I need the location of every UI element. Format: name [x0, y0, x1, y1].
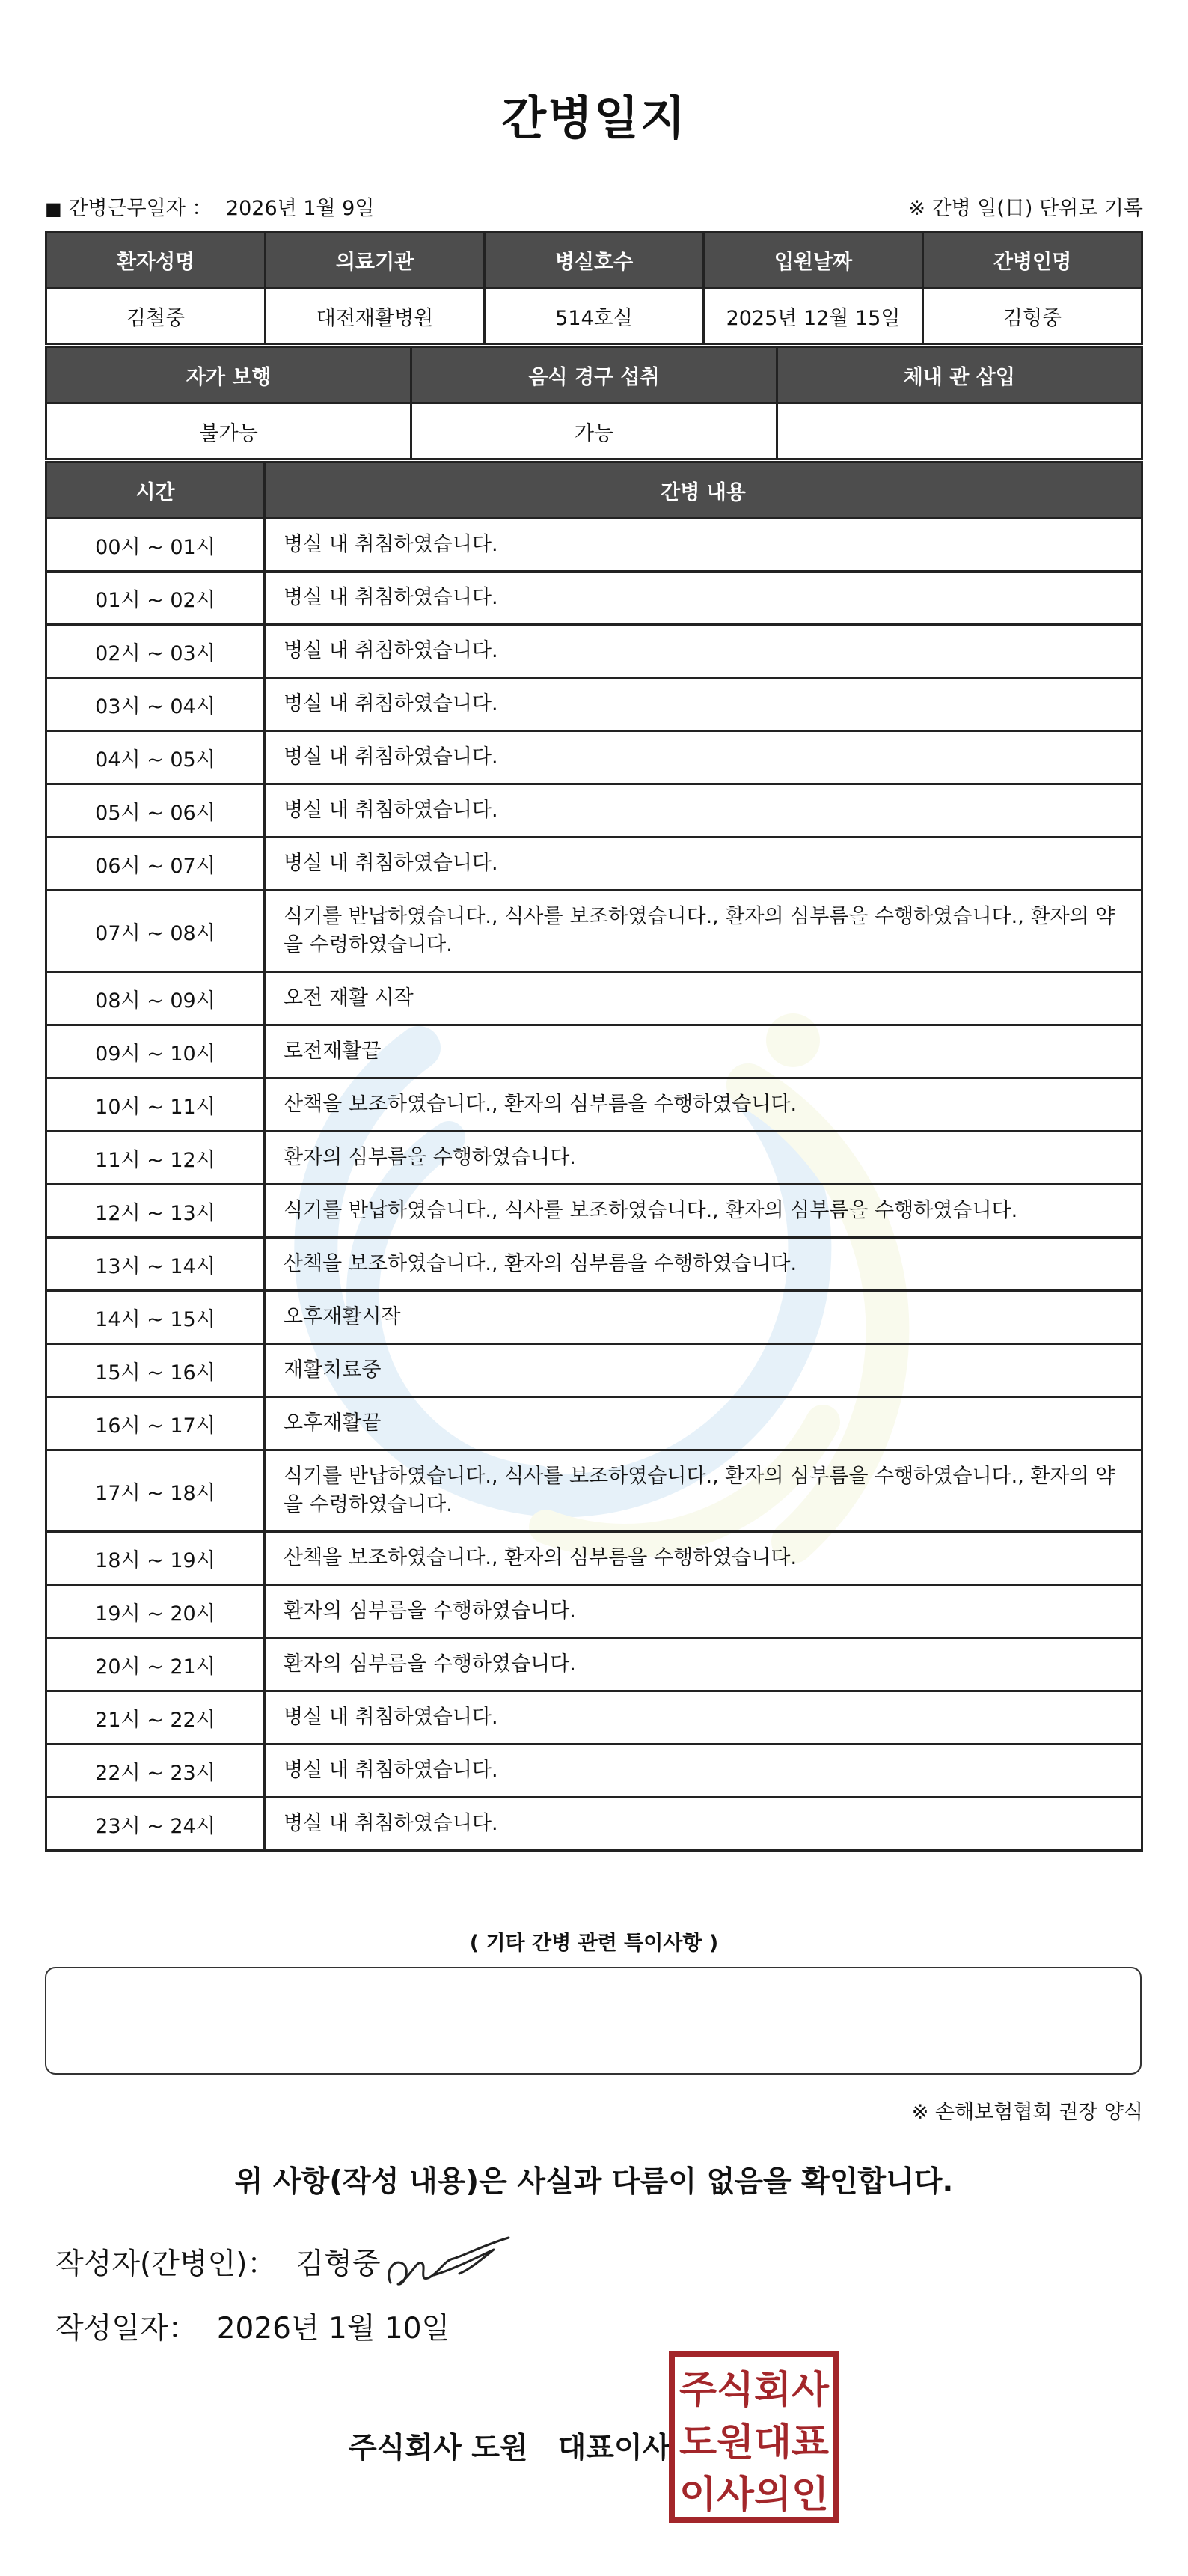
table-row	[46, 1238, 1142, 1291]
table-row	[46, 1638, 1142, 1691]
care-content: 병실 내 취침하였습니다.	[265, 678, 1142, 731]
time-slot: 14시 ~ 15시	[46, 1291, 265, 1344]
written-date-line	[55, 2305, 450, 2347]
time-slot: 04시 ~ 05시	[46, 731, 265, 784]
care-content: 환자의 심부름을 수행하였습니다.	[265, 1132, 1142, 1185]
signature-icon	[382, 2232, 516, 2292]
confirmation-statement: 위 사항(작성 내용)은 사실과 다름이 없음을 확인합니다.	[234, 2165, 954, 2199]
header-self-walking: 자가 보행	[46, 347, 411, 403]
care-content: 재활치료중	[265, 1344, 1142, 1397]
caregiver-name: 김형중	[923, 288, 1142, 344]
table-row	[46, 625, 1142, 678]
care-content: 오전 재활 시작	[265, 972, 1142, 1025]
writer-label: 작성자(간병인)：	[55, 2247, 277, 2281]
written-date-value: 2026년 1월 10일	[216, 2312, 450, 2345]
table-row	[46, 1132, 1142, 1185]
notes-title: ( 기타 간병 관련 특이사항 )	[469, 1932, 719, 1955]
special-notes-box	[45, 1967, 1142, 2075]
work-date-value: 2026년 1월 9일	[225, 197, 375, 220]
time-slot: 03시 ~ 04시	[46, 678, 265, 731]
care-content: 오후재활시작	[265, 1291, 1142, 1344]
tube-insertion	[777, 403, 1142, 460]
header-admission-date: 입원날짜	[704, 232, 923, 288]
time-slot: 10시 ~ 11시	[46, 1078, 265, 1132]
company-name: 주식회사 도원	[349, 2432, 528, 2465]
admission-date: 2025년 12월 15일	[704, 288, 923, 344]
care-content: 산책을 보조하였습니다., 환자의 심부름을 수행하였습니다.	[265, 1532, 1142, 1585]
patient-value-row	[46, 288, 1142, 344]
care-content: 병실 내 취침하였습니다.	[265, 1691, 1142, 1745]
work-date	[45, 192, 374, 221]
care-content: 로전재활끝	[265, 1025, 1142, 1078]
care-content: 병실 내 취침하였습니다.	[265, 625, 1142, 678]
table-row	[46, 1745, 1142, 1798]
room-number: 514호실	[485, 288, 704, 344]
patient-info-table	[45, 231, 1143, 345]
patient-status-table	[45, 346, 1143, 460]
care-content: 환자의 심부름을 수행하였습니다.	[265, 1585, 1142, 1638]
table-row	[46, 784, 1142, 837]
document-title: 간병일지	[501, 91, 687, 145]
time-slot: 22시 ~ 23시	[46, 1745, 265, 1798]
time-slot: 08시 ~ 09시	[46, 972, 265, 1025]
time-slot: 11시 ~ 12시	[46, 1132, 265, 1185]
svg-text:도원대표: 도원대표	[679, 2420, 830, 2464]
table-row	[46, 972, 1142, 1025]
time-slot: 02시 ~ 03시	[46, 625, 265, 678]
hospital: 대전재활병원	[266, 288, 485, 344]
table-row	[46, 1798, 1142, 1851]
care-content: 오후재활끝	[265, 1397, 1142, 1450]
time-slot: 13시 ~ 14시	[46, 1238, 265, 1291]
header-tube-insertion: 체내 관 삽입	[777, 347, 1142, 403]
table-row	[46, 1078, 1142, 1132]
svg-text:주식회사: 주식회사	[679, 2368, 830, 2411]
log-header-row	[46, 463, 1142, 519]
time-slot: 16시 ~ 17시	[46, 1397, 265, 1450]
care-content: 식기를 반납하였습니다., 식사를 보조하였습니다., 환자의 심부름을 수행하였습니다., 환자의 약을 수령하였습니다.	[265, 891, 1142, 972]
care-content: 병실 내 취침하였습니다.	[265, 731, 1142, 784]
header-room-number: 병실호수	[485, 232, 704, 288]
patient-name: 김철중	[46, 288, 266, 344]
work-date-row	[45, 192, 1143, 222]
table-row	[46, 1185, 1142, 1238]
time-slot: 19시 ~ 20시	[46, 1585, 265, 1638]
care-content: 식기를 반납하였습니다., 식사를 보조하였습니다., 환자의 심부름을 수행하였습니다., 환자의 약을 수령하였습니다.	[265, 1450, 1142, 1532]
writer-name: 김형중	[296, 2247, 381, 2281]
svg-text:이사의인: 이사의인	[679, 2473, 829, 2516]
time-slot: 01시 ~ 02시	[46, 572, 265, 625]
recommendation-note: ※ 손해보험협회 권장 양식	[911, 2101, 1143, 2124]
care-content: 병실 내 취침하였습니다.	[265, 572, 1142, 625]
time-slot: 12시 ~ 13시	[46, 1185, 265, 1238]
header-care-content: 간병 내용	[265, 463, 1142, 519]
table-row	[46, 1532, 1142, 1585]
time-slot: 23시 ~ 24시	[46, 1798, 265, 1851]
care-content: 식기를 반납하였습니다., 식사를 보조하였습니다., 환자의 심부름을 수행하였습니다.	[265, 1185, 1142, 1238]
table-row	[46, 572, 1142, 625]
care-content: 병실 내 취침하였습니다.	[265, 837, 1142, 891]
table-row	[46, 1344, 1142, 1397]
care-content: 병실 내 취침하였습니다.	[265, 1798, 1142, 1851]
time-slot: 07시 ~ 08시	[46, 891, 265, 972]
written-date-label: 작성일자：	[55, 2312, 198, 2345]
time-slot: 15시 ~ 16시	[46, 1344, 265, 1397]
company-line	[349, 2425, 670, 2467]
care-content: 병실 내 취침하였습니다.	[265, 1745, 1142, 1798]
patient-header-row	[46, 232, 1142, 288]
header-hospital: 의료기관	[266, 232, 485, 288]
table-row	[46, 731, 1142, 784]
table-row	[46, 1691, 1142, 1745]
time-slot: 17시 ~ 18시	[46, 1450, 265, 1532]
company-seal-stamp	[668, 2350, 840, 2524]
work-date-label: 간병근무일자 ：	[68, 197, 212, 220]
oral-intake: 가능	[411, 403, 777, 460]
time-slot: 05시 ~ 06시	[46, 784, 265, 837]
table-row	[46, 1291, 1142, 1344]
table-row	[46, 1397, 1142, 1450]
time-slot: 21시 ~ 22시	[46, 1691, 265, 1745]
table-row	[46, 678, 1142, 731]
table-row	[46, 1585, 1142, 1638]
status-value-row	[46, 403, 1142, 460]
table-row	[46, 1025, 1142, 1078]
table-row	[46, 837, 1142, 891]
table-row	[46, 1450, 1142, 1532]
time-slot: 20시 ~ 21시	[46, 1638, 265, 1691]
status-header-row	[46, 347, 1142, 403]
time-slot: 18시 ~ 19시	[46, 1532, 265, 1585]
care-content: 병실 내 취침하였습니다.	[265, 519, 1142, 572]
self-walking: 불가능	[46, 403, 411, 460]
table-row	[46, 519, 1142, 572]
care-content: 환자의 심부름을 수행하였습니다.	[265, 1638, 1142, 1691]
care-content: 산책을 보조하였습니다., 환자의 심부름을 수행하였습니다.	[265, 1238, 1142, 1291]
writer-line	[55, 2241, 381, 2283]
time-slot: 00시 ~ 01시	[46, 519, 265, 572]
care-content: 산책을 보조하였습니다., 환자의 심부름을 수행하였습니다.	[265, 1078, 1142, 1132]
square-bullet-icon: ■	[45, 198, 62, 219]
time-slot: 09시 ~ 10시	[46, 1025, 265, 1078]
care-content: 병실 내 취침하였습니다.	[265, 784, 1142, 837]
table-row	[46, 891, 1142, 972]
care-log-table	[45, 461, 1143, 1852]
ceo-title: 대표이사	[557, 2432, 671, 2465]
header-caregiver-name: 간병인명	[923, 232, 1142, 288]
time-slot: 06시 ~ 07시	[46, 837, 265, 891]
daily-record-note: ※ 간병 일(日) 단위로 기록	[908, 197, 1143, 220]
header-oral-intake: 음식 경구 섭취	[411, 347, 777, 403]
header-time: 시간	[46, 463, 265, 519]
header-patient-name: 환자성명	[46, 232, 266, 288]
